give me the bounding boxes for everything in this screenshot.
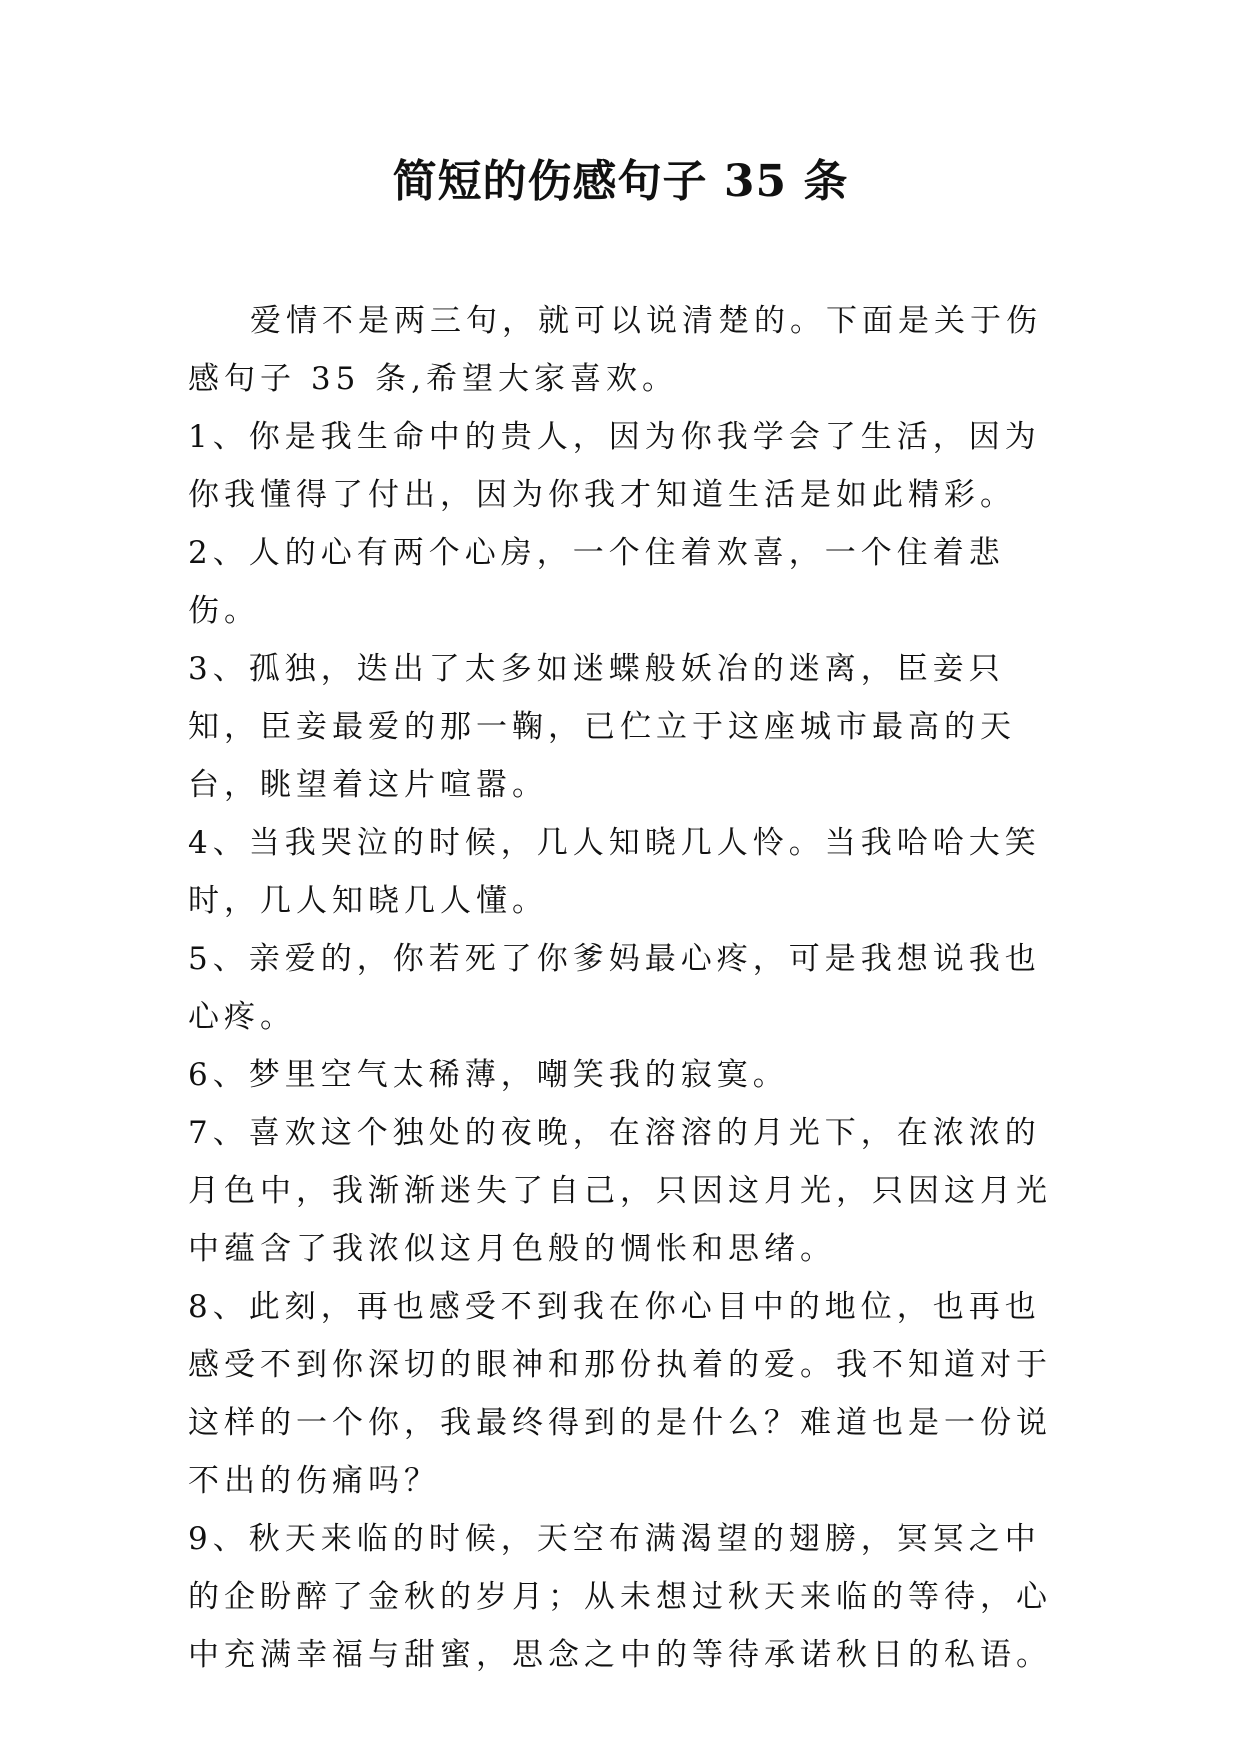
intro-paragraph: 爱情不是两三句，就可以说清楚的。下面是关于伤感句子 35 条,希望大家喜欢。	[188, 303, 1042, 397]
list-item-7: 7、喜欢这个独处的夜晚，在溶溶的月光下，在浓浓的月色中，我渐渐迷失了自己，只因这月光，只因这月光中蕴含了我浓似这月色般的惆怅和思绪。	[188, 1115, 1052, 1267]
list-item-1: 1、你是我生命中的贵人，因为你我学会了生活，因为你我懂得了付出，因为你我才知道生活是如此精彩。	[188, 419, 1041, 513]
list-item-9: 9、秋天来临的时候，天空布满渴望的翅膀，冥冥之中的企盼醉了金秋的岁月；从未想过秋天来临的等待，心中充满幸福与甜蜜，思念之中的等待承诺秋日的私语。	[188, 1521, 1052, 1673]
list-item-2: 2、人的心有两个心房，一个住着欢喜，一个住着悲伤。	[188, 535, 1005, 629]
list-item-8: 8、此刻，再也感受不到我在你心目中的地位，也再也感受不到你深切的眼神和那份执着的爱。我不知道对于这样的一个你，我最终得到的是什么？难道也是一份说不出的伤痛吗？	[188, 1289, 1052, 1499]
document-body	[188, 292, 1068, 1684]
list-item-4: 4、当我哭泣的时候，几人知晓几人怜。当我哈哈大笑时，几人知晓几人懂。	[188, 825, 1041, 919]
list-item-5: 5、亲爱的，你若死了你爹妈最心疼，可是我想说我也心疼。	[188, 941, 1041, 1035]
list-item-3: 3、孤独，迭出了太多如迷蝶般妖冶的迷离，臣妾只知，臣妾最爱的那一鞠，已伫立于这座城市最高的天台，眺望着这片喧嚣。	[188, 651, 1016, 803]
document-title: 简短的伤感句子 35 条	[392, 156, 849, 207]
list-item-6: 6、梦里空气太稀薄，嘲笑我的寂寞。	[188, 1057, 789, 1093]
